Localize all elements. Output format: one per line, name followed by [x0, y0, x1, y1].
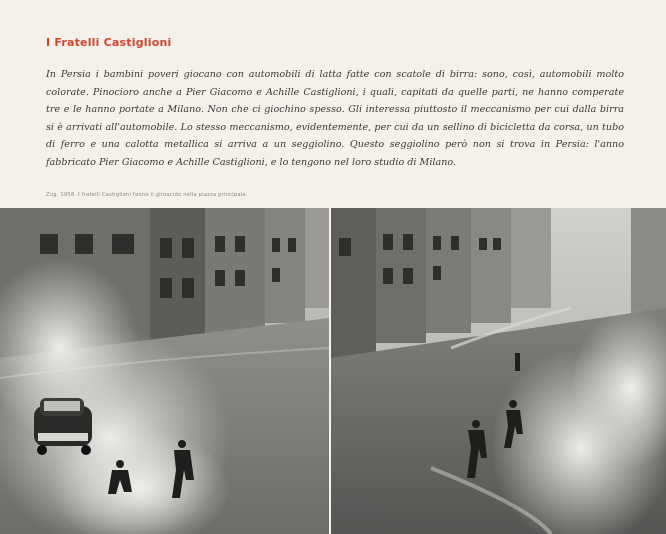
photo-left-image	[0, 208, 329, 534]
photo-right-image	[331, 208, 666, 534]
photo-caption: Zug, 1958. I fratelli Castiglioni fanno il giroacido nella piazza principale.	[46, 192, 248, 198]
photo-spread	[0, 208, 666, 534]
article-title: I Fratelli Castiglioni	[46, 36, 172, 49]
article-paragraph: In Persia i bambini poveri giocano con automobili di latta fatte con scatole di birra: sono, così, automobili molto colorate. Pinocioro anche a Pier Giacomo e Achille Castiglioni, i quali, capitati da quelle parti, ne hanno comperate tre e le hanno portate a Milano. Non che ci giochino spesso. Gli interessa piuttosto il meccanismo per cui dalla birra si è arrivati all'automobile. Lo stesso meccanismo, evidentemente, per cui da un sellino di bicicletta da corsa, un tubo di ferro e una calotta metallica si arriva a un seggiolino. Questo seggiolino però non si trova in Persia: l'anno fabbricato Pier Giacomo e Achille Castiglioni, e lo tengono nel loro studio di Milano.	[46, 69, 624, 168]
street-smoke-photo-right	[331, 208, 666, 534]
street-smoke-photo-left	[0, 208, 329, 534]
